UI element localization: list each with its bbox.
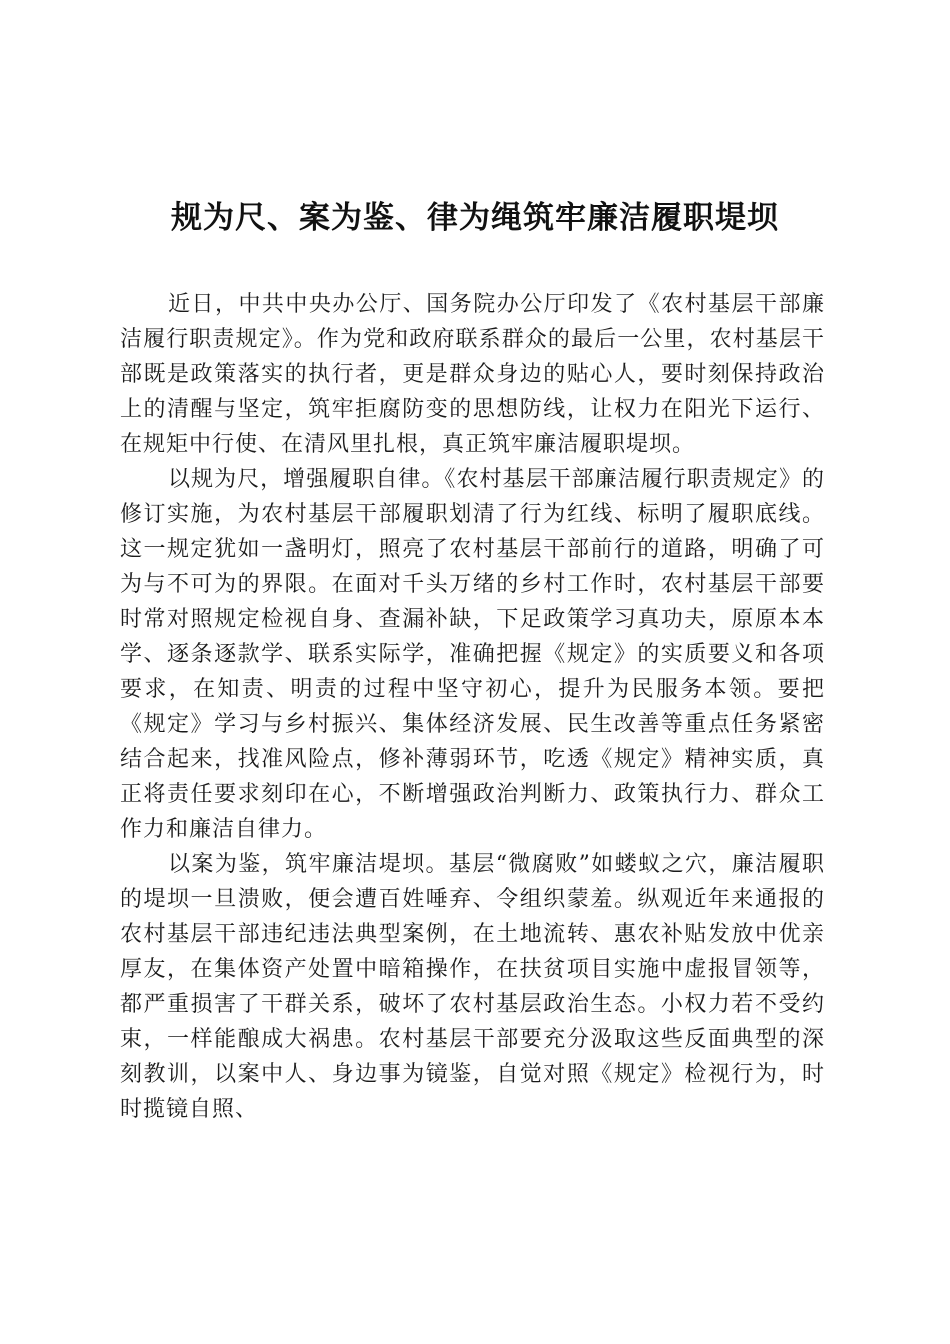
paragraph-cases-as-mirror: 以案为鉴，筑牢廉洁堤坝。基层“微腐败”如蝼蚁之穴，廉洁履职的堤坝一旦溃败，便会遭百姓唾弃、令组织蒙羞。纵观近年来通报的农村基层干部违纪违法典型案例，在土地流转、惠农补贴发放中优亲厚友，在集体资产处置中暗箱操作，在扶贫项目实施中虚报冒领等，都严重损害了干群关系，破坏了农村基层政治生态。小权力若不受约束，一样能酿成大祸患。农村基层干部要充分汲取这些反面典型的深刻教训，以案中人、身边事为镜鉴，自觉对照《规定》检视行为，时时揽镜自照、 [120,852,825,1122]
paragraph-intro: 近日，中共中央办公厅、国务院办公厅印发了《农村基层干部廉洁履行职责规定》。作为党和政府联系群众的最后一公里，农村基层干部既是政策落实的执行者，更是群众身边的贴心人，要时刻保持政治上的清醒与坚定，筑牢拒腐防变的思想防线，让权力在阳光下运行、在规矩中行使、在清风里扎根，真正筑牢廉洁履职堤坝。 [120,292,825,457]
document-body [120,287,825,1127]
document-title: 规为尺、案为鉴、律为绳筑牢廉洁履职堤坝 [171,200,779,236]
paragraph-rules-as-ruler: 以规为尺，增强履职自律。《农村基层干部廉洁履行职责规定》的修订实施，为农村基层干部履职划清了行为红线、标明了履职底线。这一规定犹如一盏明灯，照亮了农村基层干部前行的道路，明确了可为与不可为的界限。在面对千头万绪的乡村工作时，农村基层干部要时常对照规定检视自身、查漏补缺，下足政策学习真功夫，原原本本学、逐条逐款学、联系实际学，准确把握《规定》的实质要义和各项要求，在知责、明责的过程中坚守初心，提升为民服务本领。要把《规定》学习与乡村振兴、集体经济发展、民生改善等重点任务紧密结合起来，找准风险点，修补薄弱环节，吃透《规定》精神实质，真正将责任要求刻印在心，不断增强政治判断力、政策执行力、群众工作力和廉洁自律力。 [120,467,825,842]
